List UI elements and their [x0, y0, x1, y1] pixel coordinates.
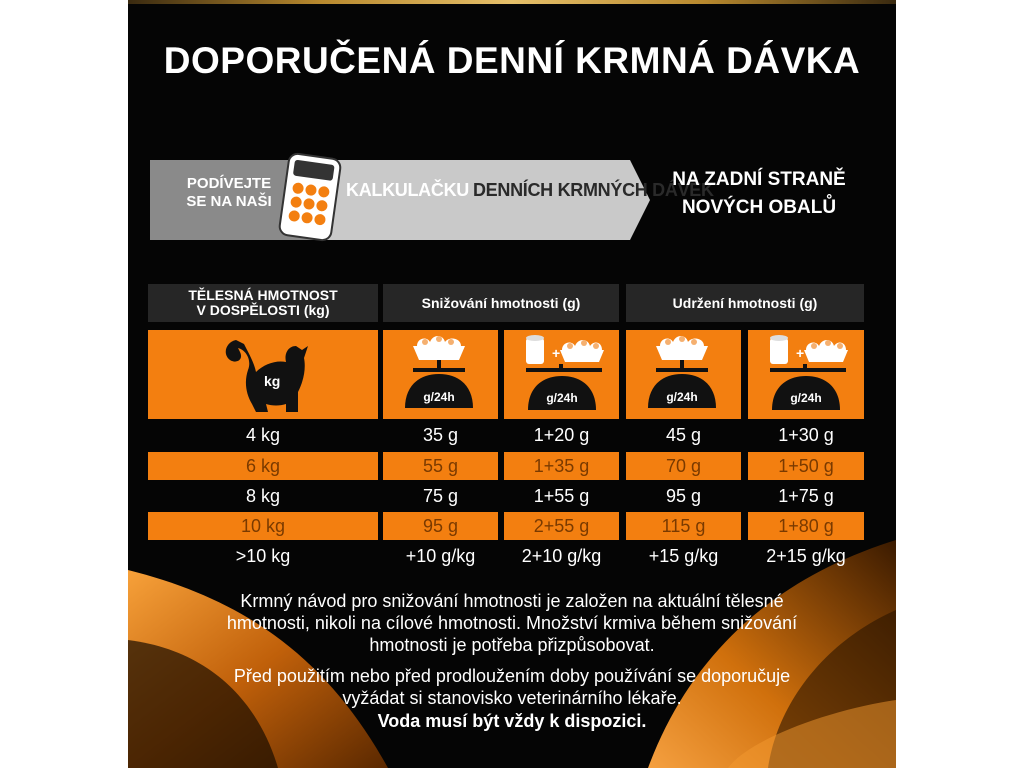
cell-maint-mix: 1+75 g	[778, 485, 834, 506]
cell-weight: 6 kg	[148, 452, 378, 480]
cell-maint-mix: 1+80 g	[748, 512, 864, 540]
feeding-note-line1: Krmný návod pro snižování hmotnosti je založen na aktuální tělesné	[240, 591, 784, 611]
header-weight-maintenance: Udržení hmotnosti (g)	[626, 284, 864, 322]
feeding-note-line2: hmotnosti, nikoli na cílové hmotnosti. Množství krmiva během snižování	[226, 613, 798, 633]
cell-loss-dry: +10 g/kg	[405, 545, 476, 566]
cell-maint-dry: 45 g	[665, 424, 702, 445]
cell-loss-mix: 2+55 g	[504, 512, 619, 540]
banner-left-line1: PODÍVEJTE	[186, 175, 272, 192]
scale-label: g/24h	[666, 390, 698, 404]
cell-maint-dry: 70 g	[626, 452, 741, 480]
table-row	[148, 512, 864, 540]
cell-loss-mix: 2+10 g/kg	[521, 545, 602, 566]
cell-weight: 4 kg	[245, 424, 281, 445]
scale-can-bowl-icon	[504, 330, 619, 419]
scale-label: g/24h	[790, 391, 822, 405]
vet-advice-line1: Před použitím nebo před prodloužením doby používání se doporučuje	[233, 666, 791, 686]
cell-loss-dry: 35 g	[422, 424, 459, 445]
scale-can-bowl-icon	[748, 330, 864, 419]
cell-weight: >10 kg	[235, 545, 291, 566]
loss-mix-icon-cell	[504, 330, 619, 419]
table-row	[148, 542, 864, 570]
feeding-guide-panel	[128, 0, 896, 768]
loss-dry-icon-cell	[383, 330, 498, 419]
cell-loss-mix: 1+35 g	[504, 452, 619, 480]
cell-maint-dry: 115 g	[626, 512, 741, 540]
cat-kg-label: kg	[264, 373, 281, 389]
page-title: DOPORUČENÁ DENNÍ KRMNÁ DÁVKA	[163, 40, 861, 81]
scale-bowl-icon	[626, 330, 741, 419]
maint-mix-icon-cell	[748, 330, 864, 419]
header-weight-line2: V DOSPĚLOSTI (kg)	[196, 302, 330, 318]
table-row	[148, 482, 864, 510]
banner-right-line2: NOVÝCH OBALŮ	[681, 197, 837, 218]
cell-maint-mix: 1+50 g	[748, 452, 864, 480]
vet-advice-line2: vyžádat si stanovisko veterinárního lékaře.	[342, 688, 682, 708]
cell-loss-mix: 1+55 g	[533, 485, 590, 506]
scale-bowl-icon	[383, 330, 498, 419]
plus-sign: +	[796, 345, 805, 361]
vet-advice-note	[168, 665, 856, 709]
banner-right-text	[654, 166, 864, 222]
banner-mid-part1: KALKULAČKU	[346, 180, 469, 200]
scale-label: g/24h	[546, 391, 578, 405]
cell-maint-mix: 1+30 g	[778, 424, 834, 445]
banner-left-text	[164, 175, 294, 211]
calculator-icon	[278, 152, 342, 242]
banner-left-line2: SE NA NAŠI	[186, 193, 272, 210]
cell-maint-dry: +15 g/kg	[648, 545, 719, 566]
cell-loss-dry: 55 g	[383, 452, 498, 480]
cat-icon-cell	[148, 330, 378, 419]
header-weight	[148, 284, 378, 322]
banner-mid-part2: DENNÍCH KRMNÝCH DÁVEK	[472, 180, 714, 200]
cell-loss-dry: 75 g	[422, 485, 459, 506]
cell-weight: 8 kg	[245, 485, 281, 506]
water-note: Voda musí být vždy k dispozici.	[377, 711, 647, 731]
scale-label: g/24h	[423, 390, 455, 404]
cell-maint-mix: 2+15 g/kg	[766, 545, 846, 566]
cell-loss-dry: 95 g	[383, 512, 498, 540]
cell-maint-dry: 95 g	[665, 485, 702, 506]
table-row	[148, 452, 864, 480]
calculator-banner	[150, 160, 714, 240]
banner-right-line1: NA ZADNÍ STRANĚ	[672, 169, 846, 190]
maint-dry-icon-cell	[626, 330, 741, 419]
cell-weight: 10 kg	[148, 512, 378, 540]
cell-loss-mix: 1+20 g	[533, 424, 590, 445]
cat-icon	[148, 330, 378, 419]
table-row	[148, 421, 864, 449]
plus-sign: +	[552, 345, 561, 361]
feeding-note-line3: hmotnosti je potřeba přizpůsobovat.	[369, 635, 655, 655]
feeding-note	[168, 590, 856, 656]
header-weight-loss: Snižování hmotnosti (g)	[383, 284, 619, 322]
header-weight-line1: TĚLESNÁ HMOTNOST	[188, 287, 338, 303]
